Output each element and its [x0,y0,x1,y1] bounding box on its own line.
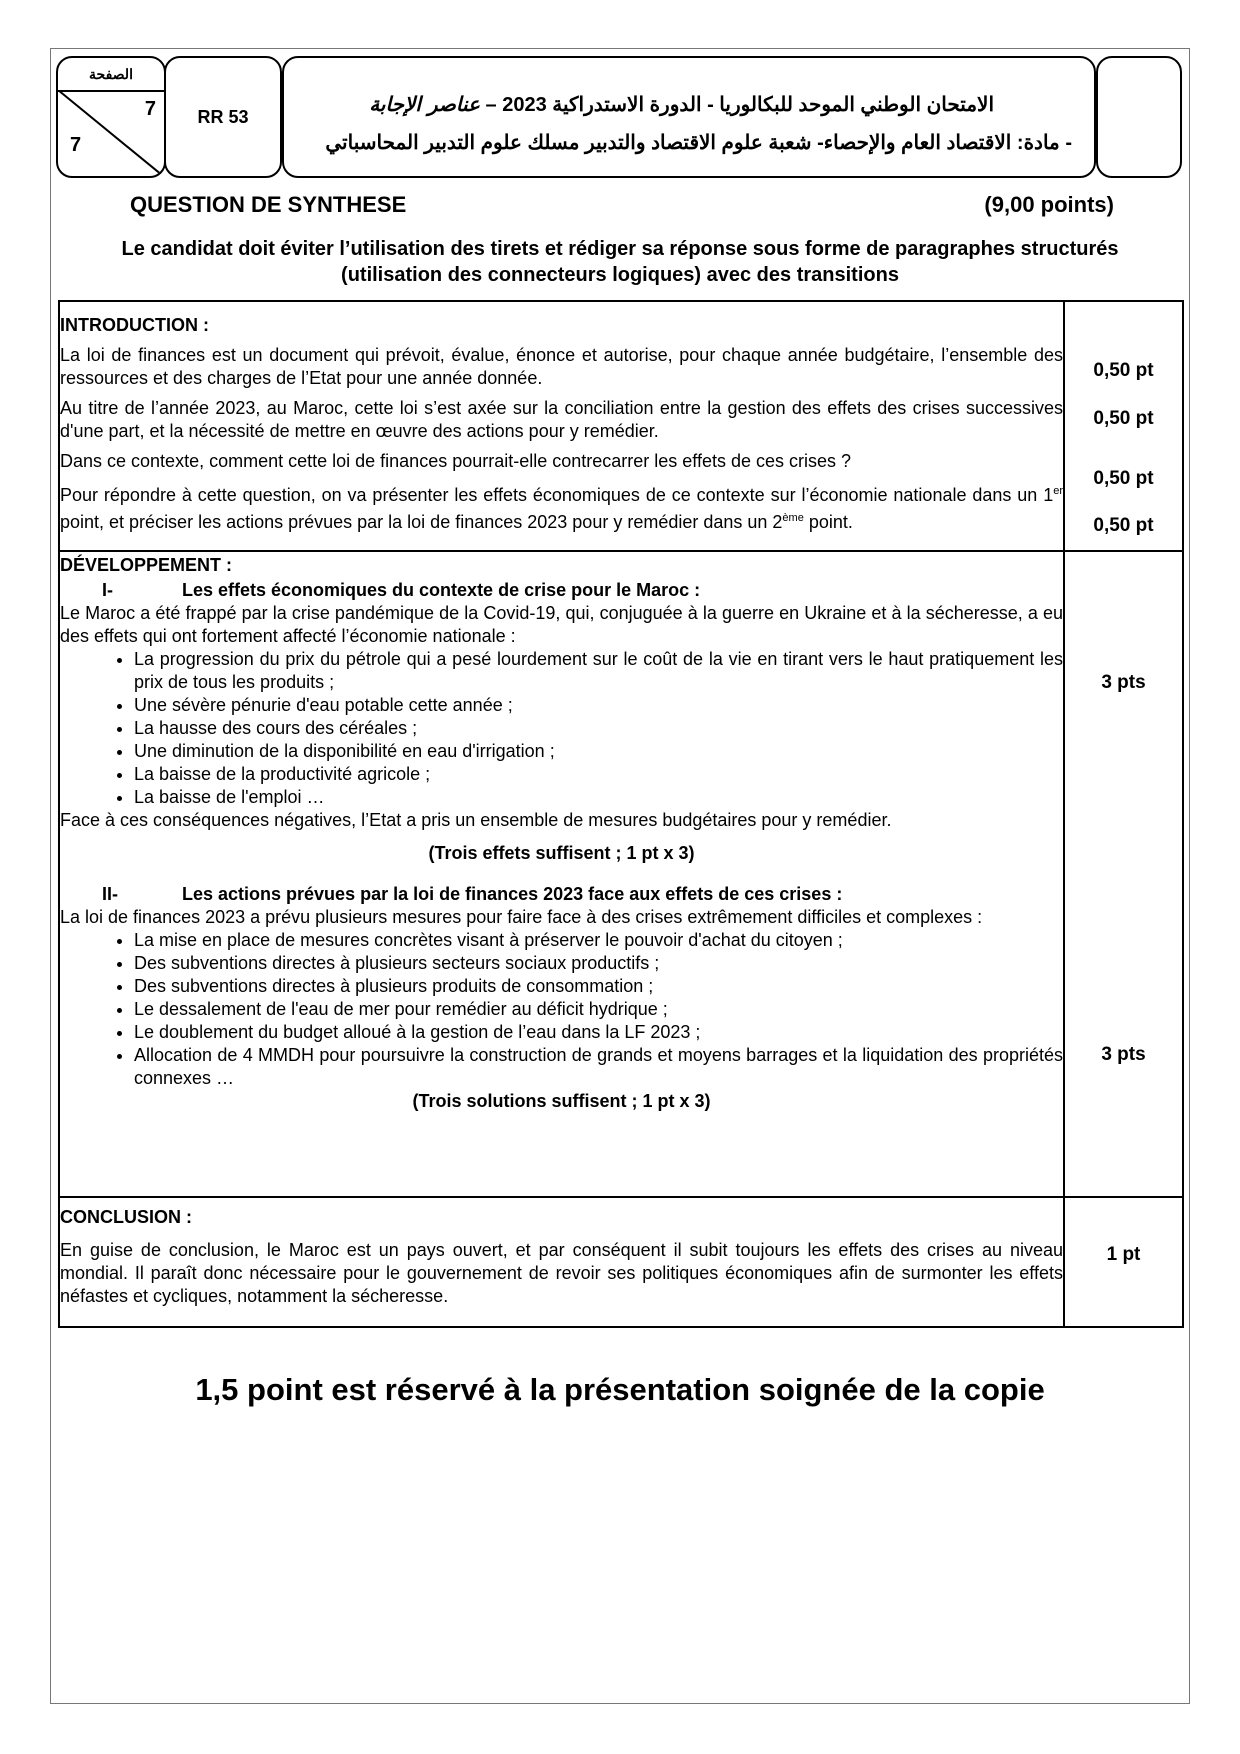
part1-note: (Trois effets suffisent ; 1 pt x 3) [428,843,695,863]
question-instruction: Le candidat doit éviter l’utilisation des tirets et rédiger sa réponse sous forme de paragraphes structurés (utilisation des connecteurs logiques) avec des transitions [121,238,1119,286]
intro-points-2: 0,50 pt [1093,408,1154,429]
presentation-note: 1,5 point est réservé à la présentation soignée de la copie [195,1372,1045,1407]
list-item: • La baisse de la productivité agricole ; [134,763,1063,786]
intro-points-4: 0,50 pt [1093,515,1154,536]
page-current: 7 [144,98,156,120]
conclusion-text: En guise de conclusion, le Maroc est un pays ouvert, et par conséquent il subit toujours les effets des crises au niveau mondial. Il paraît donc nécessaire pour le gouvernement de revoir ses politiques économiques afin de surmonter les effets néfastes et cycliques, notamment la sécheresse. [60,1240,1063,1306]
intro-paragraph-1: La loi de finances est un document qui prévoit, évalue, énonce et autorise, pour chaque année budgétaire, l’ensemble des ressources et des charges de l’Etat pour une année donnée. [60,345,1063,388]
developpement-heading: DÉVELOPPEMENT : [60,555,233,575]
part2-note: (Trois solutions suffisent ; 1 pt x 3) [412,1091,711,1111]
part1-number: I- [102,580,113,600]
part1-title-text: Les effets économiques du contexte de crise pour le Maroc : [182,580,701,600]
page-total: 7 [70,134,82,156]
part1-points: 3 pts [1101,672,1146,693]
conclusion-points: 1 pt [1106,1244,1141,1265]
part2-number: II- [102,884,118,904]
question-title: QUESTION DE SYNTHESE [130,192,407,217]
introduction-heading: INTRODUCTION : [60,315,209,335]
list-item: • Des subventions directes à plusieurs secteurs sociaux productifs ; [134,952,1063,975]
conclusion-row [59,1197,1183,1327]
blank-header-box [1096,56,1182,178]
part1-intro: Le Maroc a été frappé par la crise pandémique de la Covid-19, qui, conjuguée à la guerre en Ukraine et à la sécheresse, a eu des effets qui ont fortement affecté l’économie nationale : [60,603,1063,646]
part1-title [60,579,1063,602]
developpement-row [59,551,1183,1197]
answer-key-label: عناصر الإجابة [369,92,480,116]
intro-points-3: 0,50 pt [1093,468,1154,489]
list-item: • Une sévère pénurie d'eau potable cette année ; [134,694,1063,717]
conclusion-heading: CONCLUSION : [60,1207,192,1227]
list-item: • Le doublement du budget alloué à la gestion de l’eau dans la LF 2023 ; [134,1021,1063,1044]
page-number-box [56,56,166,178]
part2-actions-list [60,929,1063,1090]
intro-paragraph-4 [60,480,1063,534]
exam-code: RR 53 [164,56,282,178]
part2-points: 3 pts [1101,1044,1146,1065]
list-item: • La hausse des cours des céréales ; [134,717,1063,740]
introduction-row [59,301,1183,551]
intro-p4-part-b: point, et préciser les actions prévues par la loi de finances 2023 pour y remédier dans un 2 [60,512,783,532]
list-item: • Des subventions directes à plusieurs produits de consommation ; [134,975,1063,998]
part2-title-text: Les actions prévues par la loi de finances 2023 face aux effets de ces crises : [182,884,843,904]
part2-title [60,883,1063,906]
intro-points-1: 0,50 pt [1093,360,1154,381]
list-item: • Une diminution de la disponibilité en eau d'irrigation ; [134,740,1063,763]
list-item: • Allocation de 4 MMDH pour poursuivre la construction de grands et moyens barrages et la liquidation des propriétés connexes … [134,1044,1063,1090]
intro-p4-part-a: Pour répondre à cette question, on va présenter les effets économiques de ce contexte sur l’économie nationale dans un 1 [60,485,1054,505]
exam-title-line1 [369,92,994,117]
exam-subject-line: - مادة: الاقتصاد العام والإحصاء- شعبة علوم الاقتصاد والتدبير مسلك علوم التدبير المحاسباتي [325,132,1072,154]
list-item: • Le dessalement de l'eau de mer pour remédier au déficit hydrique ; [134,998,1063,1021]
page-label: الصفحة [58,58,164,92]
intro-paragraph-2: Au titre de l’année 2023, au Maroc, cette loi s’est axée sur la conciliation entre la gestion des effets des crises successives d'une part, et la nécessité de mettre en œuvre des actions pour y remédier. [60,398,1063,441]
part1-effects-list [60,648,1063,809]
intro-p4-sup-1: er [1053,485,1063,497]
intro-p4-sup-2: ème [782,512,804,524]
answer-table [58,300,1184,1328]
list-item: • La progression du prix du pétrole qui a pesé lourdement sur le coût de la vie en tirant vers le haut pratiquement les prix de tous les produits ; [134,648,1063,694]
list-item: • La mise en place de mesures concrètes visant à préserver le pouvoir d'achat du citoyen ; [134,929,1063,952]
part1-outro: Face à ces conséquences négatives, l’Etat a pris un ensemble de mesures budgétaires pour y remédier. [60,810,892,830]
exam-title-text: الامتحان الوطني الموحد للبكالوريا - الدورة الاستدراكية 2023 – [485,94,994,116]
part2-intro: La loi de finances 2023 a prévu plusieurs mesures pour faire face à des crises extrêmement difficiles et complexes : [60,907,983,927]
list-item: • La baisse de l'emploi … [134,786,1063,809]
intro-paragraph-3: Dans ce contexte, comment cette loi de finances pourrait-elle contrecarrer les effets de ces crises ? [60,451,852,471]
question-points: (9,00 points) [984,192,1114,217]
exam-title-box [282,56,1096,178]
intro-p4-part-c: point. [803,512,853,532]
